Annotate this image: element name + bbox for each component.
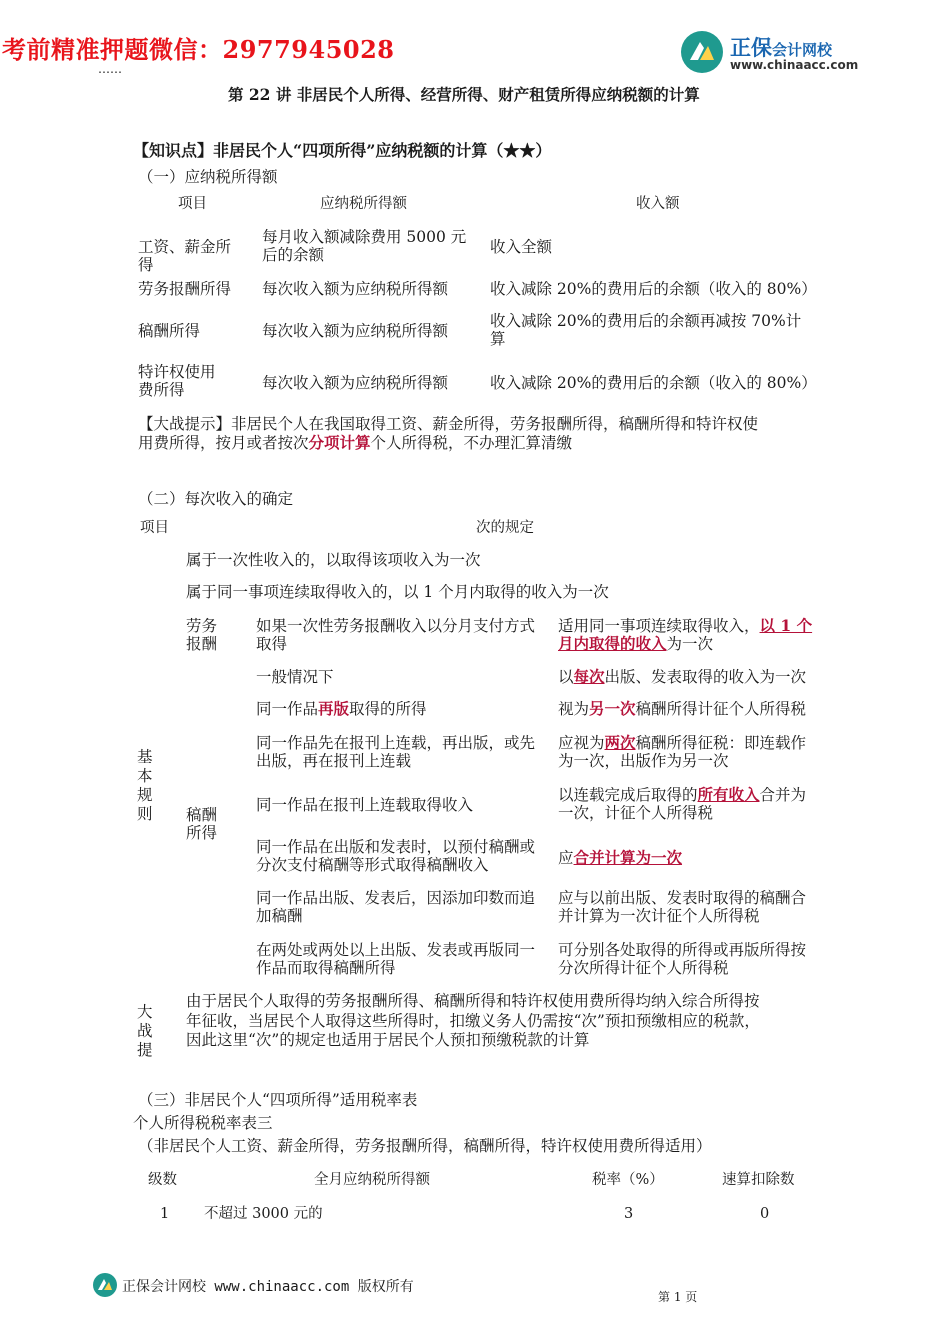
t2-r3-rule xyxy=(558,734,814,770)
t2-basic-char: 规 xyxy=(137,786,153,804)
t2-r7-case: 在两处或两处以上出版、发表或再版同一作品而取得稿酬所得 xyxy=(256,941,536,977)
t2-r5-case: 同一作品在出版和发表时，以预付稿酬或分次支付稿酬等形式取得稿酬收入 xyxy=(256,838,536,874)
subheading-rate-table: （三）非居民个人“四项所得”适用税率表 xyxy=(138,1091,418,1109)
t3-row1-rate: 3 xyxy=(624,1206,634,1222)
t2-r2-rule-highlight: 另一次 xyxy=(589,699,636,718)
t2-tip-line2: 年征收，当居民个人取得这些所得时，扣缴义务人仍需按“次”预扣预缴相应的税款， xyxy=(186,1012,760,1030)
t1-row2-income: 收入减除 20%的费用后的余额（收入的 80%） xyxy=(490,280,817,298)
t1-row4-item: 特许权使用费所得 xyxy=(138,363,216,399)
t2-r1-case: 一般情况下 xyxy=(256,668,334,686)
tip1-line1: 【大战提示】非居民个人在我国取得工资、薪金所得，劳务报酬所得，稿酬所得和特许权使 xyxy=(138,415,759,433)
footer-logo-icon xyxy=(92,1272,118,1298)
t2-basic-char: 则 xyxy=(137,805,153,823)
t3-row1-deduction: 0 xyxy=(760,1206,770,1222)
t2-r4-rule-a: 以连载完成后取得的 xyxy=(558,786,698,804)
footer-page-number: 第 1 页 xyxy=(658,1290,698,1304)
section-heading: 【知识点】非居民个人“四项所得”应纳税额的计算（★★） xyxy=(133,141,552,160)
t1-row1-taxable: 每月收入额减除费用 5000 元后的余额 xyxy=(262,228,467,264)
t2-header-rule: 次的规定 xyxy=(476,520,534,536)
t2-r3-rule-highlight: 两次 xyxy=(604,733,636,752)
t2-labor-case: 如果一次性劳务报酬收入以分月支付方式取得 xyxy=(256,617,536,653)
t2-r1-rule xyxy=(558,667,814,686)
t3-header-deduction: 速算扣除数 xyxy=(722,1172,795,1188)
t2-labor-rule xyxy=(558,617,814,653)
t1-row4-taxable: 每次收入额为应纳税所得额 xyxy=(262,374,449,392)
chinaacc-logo xyxy=(680,28,880,76)
t3-row1-range: 不超过 3000 元的 xyxy=(204,1206,323,1222)
t2-r2-case-a: 同一作品 xyxy=(256,700,319,718)
rate-table-note: （非居民个人工资、薪金所得，劳务报酬所得，稿酬所得，特许权使用费所得适用） xyxy=(138,1137,712,1155)
t2-tip-char: 大 xyxy=(137,1003,153,1021)
t2-basic-char: 基 xyxy=(137,748,153,766)
t3-row1-level: 1 xyxy=(160,1206,170,1222)
t1-row2-taxable: 每次收入额为应纳税所得额 xyxy=(262,280,449,298)
t2-r6-case: 同一作品出版、发表后，因添加印数而追加稿酬 xyxy=(256,889,536,925)
t2-tip-line3: 因此这里“次”的规定也适用于居民个人预扣预缴税款的计算 xyxy=(186,1031,590,1049)
t2-tip-label xyxy=(137,1003,155,1059)
t1-row3-income: 收入减除 20%的费用后的余额再减按 70%计算 xyxy=(490,312,802,348)
t2-r2-rule-b: 稿酬所得计征个人所得税 xyxy=(635,700,807,718)
t2-labor-rule-b: 为一次 xyxy=(666,635,714,653)
cut-header-left: …… xyxy=(98,62,122,76)
logo-sub: 会计网校 xyxy=(772,41,833,59)
tip1-line2-highlight: 分项计算 xyxy=(308,433,371,452)
footer-copyright: 正保会计网校 www.chinaacc.com 版权所有 xyxy=(122,1279,414,1295)
t2-basic-label xyxy=(137,748,155,824)
t2-r2-case-b: 取得的所得 xyxy=(349,700,427,718)
t2-r1-rule-b: 出版、发表取得的收入为一次 xyxy=(604,668,807,686)
t2-row-b: 属于同一事项连续取得收入的，以 1 个月内取得的收入为一次 xyxy=(186,583,609,601)
t2-r5-rule-a: 应 xyxy=(558,849,574,867)
t2-basic-char: 本 xyxy=(137,767,153,785)
t1-header-income: 收入额 xyxy=(636,196,680,212)
logo-emblem-icon xyxy=(680,30,724,74)
logo-name: 正保 xyxy=(730,36,772,60)
t2-r3-rule-a: 应视为 xyxy=(558,734,605,752)
tip1-line2-b: 个人所得税，不办理汇算清缴 xyxy=(370,434,573,452)
t1-row1-income: 收入全额 xyxy=(490,238,553,256)
tip1-line2-a: 用费所得，按月或者按次 xyxy=(138,434,309,452)
t2-tip-char: 战 xyxy=(137,1022,153,1040)
t2-r4-rule-b: 合并为一次，计征个人所得税 xyxy=(558,786,807,822)
t3-header-range: 全月应纳税所得额 xyxy=(314,1172,430,1188)
t2-r1-rule-a: 以 xyxy=(558,668,574,686)
t2-labor-rule-a: 适用同一事项连续取得收入， xyxy=(558,617,760,635)
rate-table-title: 个人所得税税率表三 xyxy=(133,1114,273,1132)
t1-row3-taxable: 每次收入额为应纳税所得额 xyxy=(262,322,449,340)
t3-header-rate: 税率（%） xyxy=(592,1172,664,1188)
t2-labor-label: 劳务报酬 xyxy=(186,617,218,653)
t2-tip-char: 提 xyxy=(137,1041,153,1059)
t2-r4-case: 同一作品在报刊上连载取得收入 xyxy=(256,796,474,814)
cut-lecture-title: 第 22 讲 非居民个人所得、经营所得、财产租赁所得应纳税额的计算 xyxy=(228,85,700,104)
t2-r2-rule xyxy=(558,699,814,718)
tip1-line2 xyxy=(138,434,572,452)
t2-r5-rule-highlight: 合并计算为一次 xyxy=(573,848,683,867)
t2-r2-rule-a: 视为 xyxy=(558,700,590,718)
t2-r2-case-highlight: 再版 xyxy=(318,699,350,718)
t2-r2-case xyxy=(256,699,427,718)
logo-url: www.chinaacc.com xyxy=(730,58,859,72)
t2-tip-line1: 由于居民个人取得的劳务报酬所得、稿酬所得和特许权使用费所得均纳入综合所得按 xyxy=(186,992,760,1010)
t2-r1-rule-highlight: 每次 xyxy=(573,667,605,686)
t3-header-level: 级数 xyxy=(148,1172,177,1188)
t2-r3-case: 同一作品先在报刊上连载，再出版，或先出版，再在报刊上连载 xyxy=(256,734,536,770)
t1-header-item: 项目 xyxy=(178,196,207,212)
t2-r5-rule xyxy=(558,849,682,867)
t2-labor-rule-highlight: 以 1 个月内取得的收入 xyxy=(558,616,813,653)
subheading-taxable-income: （一）应纳税所得额 xyxy=(138,168,278,186)
t2-r6-rule: 应与以前出版、发表时取得的稿酬合并计算为一次计征个人所得税 xyxy=(558,889,807,925)
t2-royalty-label: 稿酬所得 xyxy=(186,806,218,842)
promo-text: 考前精准押题微信：2977945028 xyxy=(2,35,395,64)
t2-row-a: 属于一次性收入的，以取得该项收入为一次 xyxy=(186,551,481,569)
t2-r4-rule xyxy=(558,786,814,822)
t2-header-item: 项目 xyxy=(140,520,169,536)
t1-row2-item: 劳务报酬所得 xyxy=(138,280,232,298)
subheading-per-income: （二）每次收入的确定 xyxy=(138,490,294,508)
t1-row4-income: 收入减除 20%的费用后的余额（收入的 80%） xyxy=(490,374,817,392)
t2-r7-rule: 可分别各处取得的所得或再版所得按分次所得计征个人所得税 xyxy=(558,941,807,977)
t1-row1-item: 工资、薪金所得 xyxy=(138,238,232,274)
t2-r4-rule-highlight: 所有收入 xyxy=(697,785,760,804)
t2-r3-rule-b: 稿酬所得征税：即连载作为一次，出版作为另一次 xyxy=(558,734,807,770)
t1-header-taxable: 应纳税所得额 xyxy=(320,196,407,212)
t1-row3-item: 稿酬所得 xyxy=(138,322,201,340)
